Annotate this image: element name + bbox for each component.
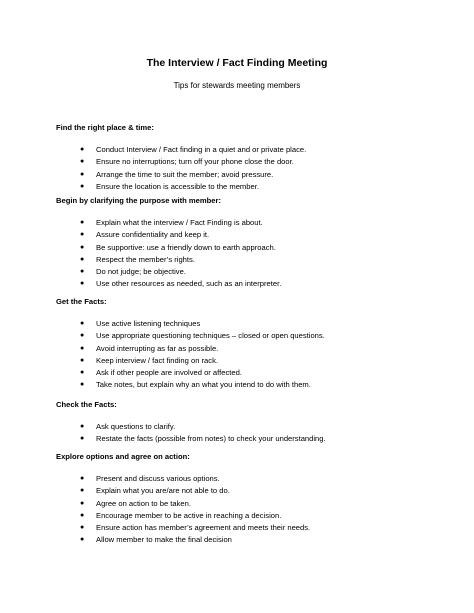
list-item [56, 144, 436, 156]
list-item [56, 330, 436, 342]
list-item [56, 156, 436, 168]
bullet-icon: ● [80, 524, 85, 532]
bullet-icon: ● [80, 435, 85, 443]
bullet-list [56, 318, 436, 392]
list-item [56, 485, 436, 497]
list-item [56, 355, 436, 367]
list-item-text: Keep interview / fact finding on rack. [96, 355, 218, 365]
bullet-icon: ● [80, 536, 85, 544]
list-item-text: Encourage member to be active in reaching a decision. [96, 510, 282, 520]
list-item [56, 534, 436, 546]
list-item [56, 498, 436, 510]
section-heading: Check the Facts: [56, 400, 117, 409]
list-item [56, 181, 436, 193]
list-item-text: Avoid interrupting as far as possible. [96, 343, 219, 353]
bullet-icon: ● [80, 475, 85, 482]
list-item [56, 473, 436, 485]
bullet-icon: ● [80, 255, 85, 263]
bullet-list [56, 217, 436, 291]
list-item-text: Ensure no interruptions; turn off your phone close the door. [96, 157, 294, 167]
bullet-icon: ● [80, 231, 85, 239]
bullet-list [56, 473, 436, 547]
bullet-icon: ● [80, 356, 85, 364]
list-item-text: Conduct Interview / Fact finding in a quiet and or private place. [96, 145, 307, 154]
section-heading: Begin by clarifying the purpose with member: [56, 196, 221, 205]
bullet-icon: ● [80, 344, 85, 352]
list-item [56, 343, 436, 355]
list-item-text: Use active listening techniques [96, 319, 201, 328]
section-check-facts [56, 400, 436, 446]
list-item [56, 379, 436, 391]
list-item-text: Allow member to make the final decision [96, 535, 232, 545]
list-item [56, 266, 436, 278]
list-item [56, 229, 436, 241]
list-item [56, 433, 436, 445]
bullet-icon: ● [80, 381, 85, 389]
list-item [56, 367, 436, 379]
list-item [56, 522, 436, 534]
list-item [56, 278, 436, 290]
list-item [56, 242, 436, 254]
list-item [56, 510, 436, 522]
section-place-time [56, 123, 436, 193]
bullet-icon: ● [80, 158, 85, 166]
bullet-icon: ● [80, 219, 85, 226]
list-item [56, 421, 436, 433]
section-clarify-purpose [56, 196, 436, 291]
list-item-text: Present and discuss various options. [96, 474, 220, 483]
list-item [56, 254, 436, 266]
list-item-text: Respect the member’s rights. [96, 254, 195, 264]
list-item [56, 169, 436, 181]
list-item-text: Ensure the location is accessible to the member. [96, 181, 259, 191]
bullet-icon: ● [80, 170, 85, 178]
list-item-text: Explain what the interview / Fact Finding is about. [96, 218, 263, 227]
list-item-text: Explain what you are/are not able to do. [96, 486, 230, 496]
bullet-icon: ● [80, 332, 85, 340]
list-item [56, 217, 436, 229]
list-item-text: Assure confidentiality and keep it. [96, 230, 210, 240]
bullet-icon: ● [80, 280, 85, 288]
list-item-text: Ensure action has member’s agreement and meets their needs. [96, 523, 311, 533]
document-subtitle: Tips for stewards meeting members [173, 81, 301, 90]
bullet-icon: ● [80, 423, 85, 430]
section-heading: Find the right place & time: [56, 123, 154, 132]
bullet-list [56, 421, 436, 446]
bullet-icon: ● [80, 146, 85, 153]
list-item-text: Ask if other people are involved or affected. [96, 368, 242, 378]
section-explore-options [56, 452, 436, 547]
bullet-list [56, 144, 436, 193]
list-item-text: Arrange the time to suit the member; avoid pressure. [96, 169, 274, 179]
bullet-icon: ● [80, 487, 85, 495]
list-item-text: Use other resources as needed, such as an interpreter. [96, 279, 282, 289]
bullet-icon: ● [80, 243, 85, 251]
bullet-icon: ● [80, 369, 85, 377]
list-item-text: Use appropriate questioning techniques – closed or open questions. [96, 331, 325, 341]
bullet-icon: ● [80, 268, 85, 276]
list-item-text: Ask questions to clarify. [96, 422, 176, 431]
bullet-icon: ● [80, 320, 85, 327]
list-item-text: Be supportive: use a friendly down to earth approach. [96, 242, 276, 252]
list-item-text: Do not judge; be objective. [96, 267, 186, 277]
list-item-text: Restate the facts (possible from notes) to check your understanding. [96, 434, 326, 444]
section-heading: Explore options and agree on action: [56, 452, 190, 461]
list-item-text: Agree on action to be taken. [96, 498, 191, 508]
document-title: The Interview / Fact Finding Meeting [146, 57, 328, 69]
list-item [56, 318, 436, 330]
section-get-facts [56, 297, 436, 392]
bullet-icon: ● [80, 511, 85, 519]
bullet-icon: ● [80, 499, 85, 507]
section-heading: Get the Facts: [56, 297, 107, 306]
list-item-text: Take notes, but explain why an what you intend to do with them. [96, 380, 311, 390]
bullet-icon: ● [80, 182, 85, 190]
